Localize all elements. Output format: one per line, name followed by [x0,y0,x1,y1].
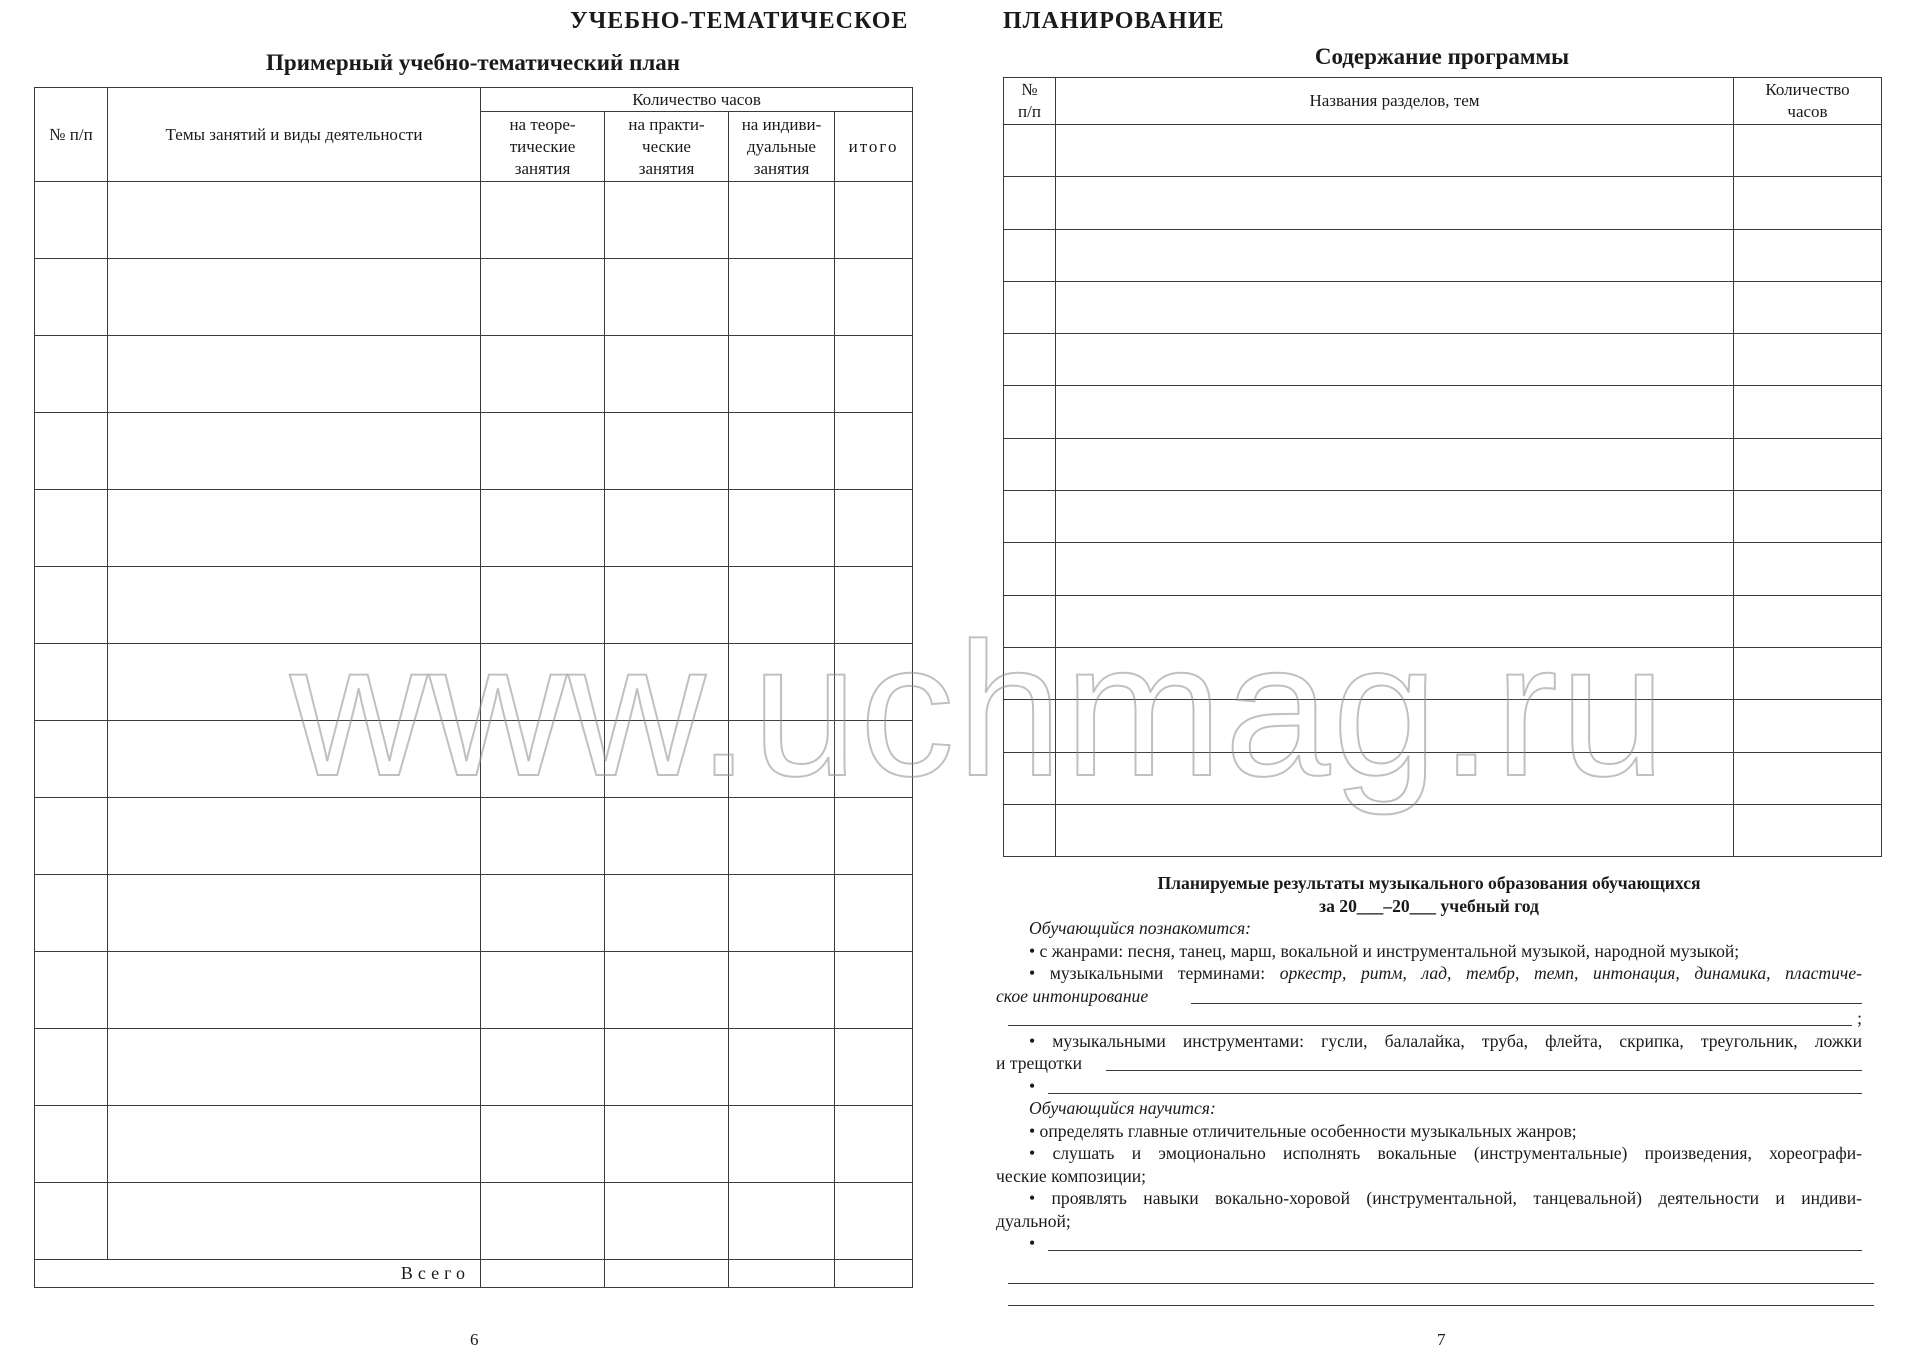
plan-cell-total[interactable] [835,1029,913,1106]
learn-item-2-line2: ческие композиции; [996,1165,1147,1186]
contents-row [1004,438,1882,490]
plan-col-num: № п/п [35,88,108,182]
contents-cell-num[interactable] [1004,700,1056,752]
plan-cell-practice[interactable] [605,336,729,413]
contents-cell-hours[interactable] [1734,491,1882,543]
plan-cell-total[interactable] [835,182,913,259]
plan-row [35,413,913,490]
contents-row [1004,334,1882,386]
contents-cell-name[interactable] [1056,334,1734,386]
plan-cell-practice[interactable] [605,1183,729,1260]
plan-cell-num[interactable] [35,1029,108,1106]
contents-cell-hours[interactable] [1734,647,1882,699]
plan-cell-total[interactable] [835,259,913,336]
contents-cell-num[interactable] [1004,543,1056,595]
plan-row [35,1183,913,1260]
contents-table [1003,77,1882,857]
terms-fill-line[interactable] [1191,987,1862,1004]
plan-cell-total[interactable] [835,644,913,721]
plan-cell-theory[interactable] [481,721,605,798]
contents-cell-num[interactable] [1004,595,1056,647]
plan-cell-individual[interactable] [729,721,835,798]
learn-item-1: • определять главные отличительные особенности музыкальных жанров; [1029,1120,1577,1141]
instruments-item-line1: • музыкальными инструментами: гусли, балалайка, труба, флейта, скрипка, треугольник, ложки [1029,1030,1862,1051]
instruments-item-line2: и трещотки [996,1052,1862,1075]
plan-cell-total[interactable] [835,336,913,413]
plan-cell-individual[interactable] [729,413,835,490]
contents-cell-name[interactable] [1056,229,1734,281]
plan-cell-practice[interactable] [605,1106,729,1183]
spread-title-left: УЧЕБНО-ТЕМАТИЧЕСКОЕ [570,8,909,34]
plan-total-theory[interactable] [481,1260,605,1288]
contents-row [1004,229,1882,281]
plan-row [35,259,913,336]
plan-cell-theory[interactable] [481,1106,605,1183]
plan-cell-theory[interactable] [481,1029,605,1106]
contents-cell-name[interactable] [1056,386,1734,438]
contents-cell-num[interactable] [1004,125,1056,177]
contents-cell-name[interactable] [1056,281,1734,333]
page-number-left: 6 [470,1330,479,1349]
plan-cell-theory[interactable] [481,875,605,952]
contents-cell-name[interactable] [1056,804,1734,856]
plan-cell-topic[interactable] [108,413,481,490]
contents-cell-num[interactable] [1004,647,1056,699]
contents-col-hours: Количество часов [1734,78,1882,125]
plan-cell-topic[interactable] [108,952,481,1029]
plan-cell-practice[interactable] [605,798,729,875]
contents-cell-num[interactable] [1004,491,1056,543]
plan-cell-topic[interactable] [108,644,481,721]
plan-cell-individual[interactable] [729,952,835,1029]
plan-col-hours: Количество часов [481,88,913,112]
plan-cell-num[interactable] [35,567,108,644]
plan-row [35,721,913,798]
plan-total-individual[interactable] [729,1260,835,1288]
contents-col-num: № п/п [1004,78,1056,125]
page-number-right: 7 [1437,1330,1446,1349]
contents-cell-name[interactable] [1056,543,1734,595]
contents-cell-hours[interactable] [1734,229,1882,281]
plan-cell-individual[interactable] [729,336,835,413]
plan-cell-topic[interactable] [108,490,481,567]
contents-cell-hours[interactable] [1734,334,1882,386]
terms-item-line1: • музыкальными терминами: оркестр, ритм, лад, тембр, темп, интонация, динамика, пластиче- [1029,963,1862,983]
plan-row [35,182,913,259]
contents-cell-num[interactable] [1004,281,1056,333]
plan-cell-topic[interactable] [108,259,481,336]
contents-cell-hours[interactable] [1734,752,1882,804]
learn-item-3-line1: • проявлять навыки вокально-хоровой (инструментальной, танцевальной) деятельности и индиви- [1029,1188,1862,1208]
familiar-heading: Обучающийся познакомится: [1029,918,1252,938]
contents-row [1004,595,1882,647]
plan-cell-topic[interactable] [108,721,481,798]
plan-total-label: Всего [35,1260,481,1288]
contents-cell-name[interactable] [1056,438,1734,490]
learn-item-2-line1: • слушать и эмоционально исполнять вокальные (инструментальные) произведения, хореографи- [1029,1143,1862,1163]
plan-cell-individual[interactable] [729,875,835,952]
plan-cell-num[interactable] [35,490,108,567]
contents-cell-num[interactable] [1004,386,1056,438]
contents-cell-hours[interactable] [1734,125,1882,177]
plan-cell-theory[interactable] [481,413,605,490]
plan-cell-practice[interactable] [605,1029,729,1106]
contents-cell-name[interactable] [1056,125,1734,177]
plan-cell-theory[interactable] [481,182,605,259]
contents-cell-name[interactable] [1056,647,1734,699]
plan-cell-total[interactable] [835,490,913,567]
watermark: www.uchmag.ru [290,604,1668,816]
contents-cell-num[interactable] [1004,804,1056,856]
plan-row [35,875,913,952]
contents-cell-num[interactable] [1004,752,1056,804]
genres-item: • с жанрами: песня, танец, марш, вокальной и инструментальной музыкой, народной музыкой; [1029,940,1740,961]
contents-row [1004,125,1882,177]
plan-cell-num[interactable] [35,875,108,952]
plan-cell-total[interactable] [835,721,913,798]
plan-cell-total[interactable] [835,798,913,875]
extra-fill-line-4[interactable] [1008,1305,1874,1306]
plan-cell-practice[interactable] [605,644,729,721]
plan-row [35,1029,913,1106]
spread-title-right: ПЛАНИРОВАНИЕ [1003,8,1225,34]
learn-heading: Обучающийся научится: [1029,1098,1216,1118]
plan-cell-theory[interactable] [481,336,605,413]
plan-cell-num[interactable] [35,182,108,259]
contents-cell-hours[interactable] [1734,281,1882,333]
plan-cell-individual[interactable] [729,1106,835,1183]
contents-cell-name[interactable] [1056,491,1734,543]
contents-cell-hours[interactable] [1734,700,1882,752]
plan-col-practice: на практи- ческие занятия [605,112,729,182]
plan-cell-topic[interactable] [108,182,481,259]
contents-title: Содержание программы [1314,44,1570,69]
plan-cell-individual[interactable] [729,259,835,336]
plan-cell-practice[interactable] [605,413,729,490]
plan-cell-num[interactable] [35,952,108,1029]
plan-cell-topic[interactable] [108,1029,481,1106]
extra-item-2: • [996,1232,1862,1255]
plan-cell-num[interactable] [35,413,108,490]
contents-cell-hours[interactable] [1734,595,1882,647]
contents-cell-num[interactable] [1004,177,1056,229]
contents-row [1004,752,1882,804]
contents-cell-name[interactable] [1056,700,1734,752]
extra-fill-line-3[interactable] [1008,1283,1874,1284]
contents-cell-hours[interactable] [1734,438,1882,490]
plan-cell-practice[interactable] [605,182,729,259]
results-title-line2: за 20___–20___ учебный год [1319,895,1539,916]
plan-cell-practice[interactable] [605,490,729,567]
plan-row [35,336,913,413]
plan-cell-practice[interactable] [605,567,729,644]
plan-col-topics: Темы занятий и виды деятельности [108,88,481,182]
instruments-fill-line[interactable] [1106,1054,1862,1071]
extra-fill-line-1[interactable] [1048,1077,1862,1094]
contents-row [1004,281,1882,333]
plan-row [35,798,913,875]
contents-row [1004,491,1882,543]
contents-cell-hours[interactable] [1734,386,1882,438]
plan-cell-theory[interactable] [481,952,605,1029]
extra-item-1: • [996,1075,1862,1098]
plan-cell-individual[interactable] [729,1029,835,1106]
plan-cell-num[interactable] [35,1106,108,1183]
plan-cell-num[interactable] [35,721,108,798]
plan-cell-theory[interactable] [481,798,605,875]
plan-cell-theory[interactable] [481,644,605,721]
plan-cell-num[interactable] [35,644,108,721]
plan-title: Примерный учебно-тематический план [266,50,680,75]
plan-cell-individual[interactable] [729,490,835,567]
plan-cell-total[interactable] [835,875,913,952]
contents-cell-num[interactable] [1004,438,1056,490]
plan-cell-num[interactable] [35,259,108,336]
plan-col-total: итого [835,112,913,182]
results-title-line1: Планируемые результаты музыкального образования обучающихся [1157,873,1701,893]
plan-cell-topic[interactable] [108,798,481,875]
plan-cell-num[interactable] [35,798,108,875]
contents-col-names: Названия разделов, тем [1056,78,1734,125]
plan-total-sum[interactable] [835,1260,913,1288]
plan-cell-practice[interactable] [605,952,729,1029]
plan-row [35,490,913,567]
terms-semicolon: ; [1857,1008,1862,1028]
plan-cell-individual[interactable] [729,644,835,721]
plan-cell-total[interactable] [835,1106,913,1183]
learn-item-3-line2: дуальной; [996,1210,1071,1231]
plan-cell-topic[interactable] [108,1183,481,1260]
plan-cell-topic[interactable] [108,567,481,644]
plan-cell-individual[interactable] [729,798,835,875]
plan-col-individual: на индиви- дуальные занятия [729,112,835,182]
plan-total-practice[interactable] [605,1260,729,1288]
contents-cell-hours[interactable] [1734,177,1882,229]
plan-cell-theory[interactable] [481,1183,605,1260]
terms-fill-line-2[interactable] [1008,1009,1852,1026]
plan-cell-practice[interactable] [605,875,729,952]
contents-cell-num[interactable] [1004,334,1056,386]
plan-col-theory: на теоре- тические занятия [481,112,605,182]
plan-row [35,567,913,644]
contents-row [1004,543,1882,595]
contents-cell-num[interactable] [1004,229,1056,281]
plan-cell-topic[interactable] [108,336,481,413]
plan-cell-practice[interactable] [605,721,729,798]
contents-cell-hours[interactable] [1734,543,1882,595]
contents-row [1004,700,1882,752]
plan-cell-total[interactable] [835,413,913,490]
extra-fill-line-2[interactable] [1048,1234,1862,1251]
plan-cell-practice[interactable] [605,259,729,336]
plan-cell-individual[interactable] [729,567,835,644]
plan-row [35,1106,913,1183]
plan-cell-total[interactable] [835,567,913,644]
plan-cell-topic[interactable] [108,875,481,952]
contents-cell-name[interactable] [1056,595,1734,647]
plan-cell-individual[interactable] [729,182,835,259]
terms-item-line3 [996,1007,1862,1030]
terms-item-line2: ское интонирование [996,985,1862,1008]
contents-row [1004,386,1882,438]
plan-cell-theory[interactable] [481,567,605,644]
plan-cell-theory[interactable] [481,490,605,567]
contents-row [1004,647,1882,699]
plan-row [35,644,913,721]
plan-cell-num[interactable] [35,1183,108,1260]
contents-row [1004,804,1882,856]
results-section [996,872,1862,1255]
plan-row [35,952,913,1029]
contents-cell-name[interactable] [1056,177,1734,229]
contents-cell-name[interactable] [1056,752,1734,804]
plan-cell-theory[interactable] [481,259,605,336]
plan-cell-total[interactable] [835,1183,913,1260]
contents-cell-hours[interactable] [1734,804,1882,856]
contents-row [1004,177,1882,229]
plan-table [34,87,913,1288]
plan-cell-total[interactable] [835,952,913,1029]
plan-cell-individual[interactable] [729,1183,835,1260]
plan-cell-num[interactable] [35,336,108,413]
plan-cell-topic[interactable] [108,1106,481,1183]
